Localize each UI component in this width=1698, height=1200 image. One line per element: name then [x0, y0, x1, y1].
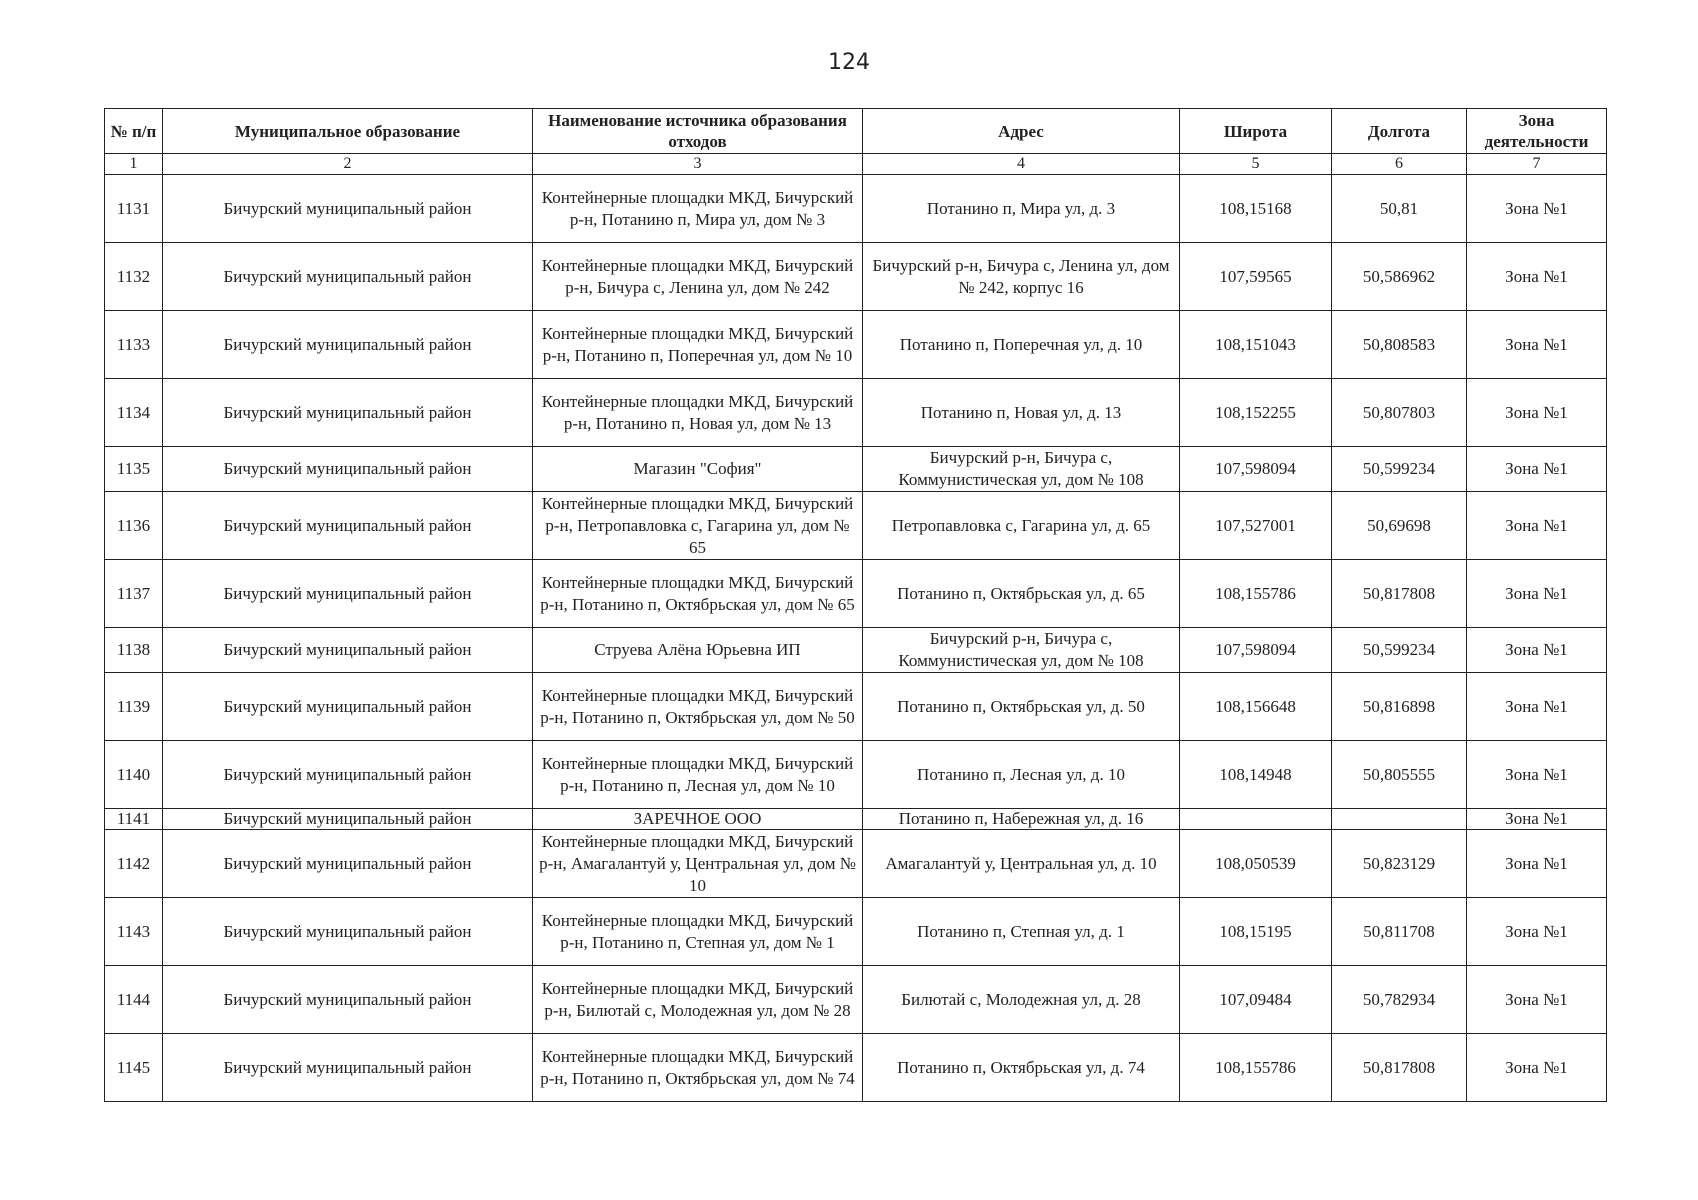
header-municipality: Муниципальное образование — [163, 109, 533, 154]
address-cell: Бичурский р-н, Бичура с, Коммунистическая ул, дом № 108 — [863, 628, 1180, 673]
header-number: № п/п — [105, 109, 163, 154]
latitude-cell: 107,598094 — [1180, 447, 1332, 492]
source-name-cell: Контейнерные площадки МКД, Бичурский р-н, Потанино п, Октябрьская ул, дом № 50 — [533, 673, 863, 741]
longitude-cell: 50,805555 — [1332, 741, 1467, 809]
longitude-cell: 50,808583 — [1332, 311, 1467, 379]
latitude-cell: 108,155786 — [1180, 1034, 1332, 1102]
latitude-cell: 108,155786 — [1180, 560, 1332, 628]
column-number: 5 — [1180, 154, 1332, 175]
zone-cell: Зона №1 — [1467, 898, 1607, 966]
source-name-cell: Контейнерные площадки МКД, Бичурский р-н, Петропавловка с, Гагарина ул, дом № 65 — [533, 492, 863, 560]
longitude-cell: 50,599234 — [1332, 628, 1467, 673]
row-number: 1141 — [105, 809, 163, 830]
latitude-cell — [1180, 809, 1332, 830]
table-row — [105, 898, 1607, 966]
row-number: 1131 — [105, 175, 163, 243]
row-number: 1145 — [105, 1034, 163, 1102]
column-number: 6 — [1332, 154, 1467, 175]
column-number: 4 — [863, 154, 1180, 175]
zone-cell: Зона №1 — [1467, 175, 1607, 243]
table-row — [105, 673, 1607, 741]
table-row — [105, 809, 1607, 830]
municipality-cell: Бичурский муниципальный район — [163, 560, 533, 628]
longitude-cell: 50,811708 — [1332, 898, 1467, 966]
header-address: Адрес — [863, 109, 1180, 154]
table-row — [105, 447, 1607, 492]
latitude-cell: 108,14948 — [1180, 741, 1332, 809]
source-name-cell: Контейнерные площадки МКД, Бичурский р-н, Потанино п, Поперечная ул, дом № 10 — [533, 311, 863, 379]
longitude-cell: 50,69698 — [1332, 492, 1467, 560]
source-name-cell: Контейнерные площадки МКД, Бичурский р-н, Потанино п, Новая ул, дом № 13 — [533, 379, 863, 447]
zone-cell: Зона №1 — [1467, 628, 1607, 673]
source-name-cell: Контейнерные площадки МКД, Бичурский р-н, Потанино п, Мира ул, дом № 3 — [533, 175, 863, 243]
row-number: 1143 — [105, 898, 163, 966]
source-name-cell: Контейнерные площадки МКД, Бичурский р-н, Билютай с, Молодежная ул, дом № 28 — [533, 966, 863, 1034]
table-row — [105, 966, 1607, 1034]
latitude-cell: 108,15195 — [1180, 898, 1332, 966]
source-name-cell: Контейнерные площадки МКД, Бичурский р-н, Потанино п, Лесная ул, дом № 10 — [533, 741, 863, 809]
zone-cell: Зона №1 — [1467, 492, 1607, 560]
municipality-cell: Бичурский муниципальный район — [163, 830, 533, 898]
source-name-cell: Контейнерные площадки МКД, Бичурский р-н, Потанино п, Октябрьская ул, дом № 65 — [533, 560, 863, 628]
source-name-cell: Контейнерные площадки МКД, Бичурский р-н, Амагалантуй у, Центральная ул, дом № 10 — [533, 830, 863, 898]
table-row — [105, 1034, 1607, 1102]
longitude-cell — [1332, 809, 1467, 830]
zone-cell: Зона №1 — [1467, 379, 1607, 447]
address-cell: Бичурский р-н, Бичура с, Коммунистическая ул, дом № 108 — [863, 447, 1180, 492]
zone-cell: Зона №1 — [1467, 966, 1607, 1034]
address-cell: Бичурский р-н, Бичура с, Ленина ул, дом № 242, корпус 16 — [863, 243, 1180, 311]
municipality-cell: Бичурский муниципальный район — [163, 741, 533, 809]
zone-cell: Зона №1 — [1467, 311, 1607, 379]
municipality-cell: Бичурский муниципальный район — [163, 447, 533, 492]
column-number-row — [105, 154, 1607, 175]
address-cell: Амагалантуй у, Центральная ул, д. 10 — [863, 830, 1180, 898]
latitude-cell: 107,527001 — [1180, 492, 1332, 560]
row-number: 1132 — [105, 243, 163, 311]
row-number: 1138 — [105, 628, 163, 673]
table-header-row — [105, 109, 1607, 154]
table-row — [105, 628, 1607, 673]
table-row — [105, 492, 1607, 560]
municipality-cell: Бичурский муниципальный район — [163, 1034, 533, 1102]
row-number: 1139 — [105, 673, 163, 741]
latitude-cell: 107,59565 — [1180, 243, 1332, 311]
zone-cell: Зона №1 — [1467, 560, 1607, 628]
table-row — [105, 243, 1607, 311]
header-zone: Зона деятельности — [1467, 109, 1607, 154]
address-cell: Потанино п, Октябрьская ул, д. 74 — [863, 1034, 1180, 1102]
source-name-cell: Контейнерные площадки МКД, Бичурский р-н, Бичура с, Ленина ул, дом № 242 — [533, 243, 863, 311]
table-row — [105, 175, 1607, 243]
municipality-cell: Бичурский муниципальный район — [163, 628, 533, 673]
table-row — [105, 311, 1607, 379]
address-cell: Потанино п, Поперечная ул, д. 10 — [863, 311, 1180, 379]
row-number: 1137 — [105, 560, 163, 628]
row-number: 1134 — [105, 379, 163, 447]
longitude-cell: 50,782934 — [1332, 966, 1467, 1034]
address-cell: Потанино п, Октябрьская ул, д. 65 — [863, 560, 1180, 628]
municipality-cell: Бичурский муниципальный район — [163, 673, 533, 741]
column-number: 3 — [533, 154, 863, 175]
page-number: 124 — [828, 50, 870, 75]
header-source-name: Наименование источника образования отходов — [533, 109, 863, 154]
zone-cell: Зона №1 — [1467, 741, 1607, 809]
municipality-cell: Бичурский муниципальный район — [163, 311, 533, 379]
longitude-cell: 50,817808 — [1332, 1034, 1467, 1102]
address-cell: Потанино п, Новая ул, д. 13 — [863, 379, 1180, 447]
municipality-cell: Бичурский муниципальный район — [163, 243, 533, 311]
longitude-cell: 50,807803 — [1332, 379, 1467, 447]
column-number: 2 — [163, 154, 533, 175]
row-number: 1144 — [105, 966, 163, 1034]
municipality-cell: Бичурский муниципальный район — [163, 966, 533, 1034]
address-cell: Потанино п, Мира ул, д. 3 — [863, 175, 1180, 243]
municipality-cell: Бичурский муниципальный район — [163, 492, 533, 560]
header-latitude: Широта — [1180, 109, 1332, 154]
source-name-cell: Магазин "София" — [533, 447, 863, 492]
source-name-cell: Контейнерные площадки МКД, Бичурский р-н, Потанино п, Степная ул, дом № 1 — [533, 898, 863, 966]
row-number: 1140 — [105, 741, 163, 809]
latitude-cell: 107,598094 — [1180, 628, 1332, 673]
header-longitude: Долгота — [1332, 109, 1467, 154]
latitude-cell: 107,09484 — [1180, 966, 1332, 1034]
zone-cell: Зона №1 — [1467, 447, 1607, 492]
latitude-cell: 108,050539 — [1180, 830, 1332, 898]
table-row — [105, 830, 1607, 898]
waste-sources-table — [104, 108, 1607, 1102]
source-name-cell: ЗАРЕЧНОЕ ООО — [533, 809, 863, 830]
source-name-cell: Струева Алёна Юрьевна ИП — [533, 628, 863, 673]
address-cell: Потанино п, Степная ул, д. 1 — [863, 898, 1180, 966]
municipality-cell: Бичурский муниципальный район — [163, 898, 533, 966]
address-cell: Билютай с, Молодежная ул, д. 28 — [863, 966, 1180, 1034]
zone-cell: Зона №1 — [1467, 809, 1607, 830]
zone-cell: Зона №1 — [1467, 1034, 1607, 1102]
longitude-cell: 50,81 — [1332, 175, 1467, 243]
municipality-cell: Бичурский муниципальный район — [163, 379, 533, 447]
address-cell: Петропавловка с, Гагарина ул, д. 65 — [863, 492, 1180, 560]
address-cell: Потанино п, Октябрьская ул, д. 50 — [863, 673, 1180, 741]
table-row — [105, 560, 1607, 628]
municipality-cell: Бичурский муниципальный район — [163, 175, 533, 243]
row-number: 1136 — [105, 492, 163, 560]
latitude-cell: 108,15168 — [1180, 175, 1332, 243]
address-cell: Потанино п, Набережная ул, д. 16 — [863, 809, 1180, 830]
longitude-cell: 50,586962 — [1332, 243, 1467, 311]
longitude-cell: 50,823129 — [1332, 830, 1467, 898]
row-number: 1142 — [105, 830, 163, 898]
zone-cell: Зона №1 — [1467, 673, 1607, 741]
column-number: 1 — [105, 154, 163, 175]
zone-cell: Зона №1 — [1467, 243, 1607, 311]
zone-cell: Зона №1 — [1467, 830, 1607, 898]
municipality-cell: Бичурский муниципальный район — [163, 809, 533, 830]
column-number: 7 — [1467, 154, 1607, 175]
row-number: 1133 — [105, 311, 163, 379]
longitude-cell: 50,817808 — [1332, 560, 1467, 628]
longitude-cell: 50,599234 — [1332, 447, 1467, 492]
latitude-cell: 108,152255 — [1180, 379, 1332, 447]
longitude-cell: 50,816898 — [1332, 673, 1467, 741]
address-cell: Потанино п, Лесная ул, д. 10 — [863, 741, 1180, 809]
source-name-cell: Контейнерные площадки МКД, Бичурский р-н, Потанино п, Октябрьская ул, дом № 74 — [533, 1034, 863, 1102]
table-row — [105, 379, 1607, 447]
row-number: 1135 — [105, 447, 163, 492]
latitude-cell: 108,151043 — [1180, 311, 1332, 379]
table-row — [105, 741, 1607, 809]
latitude-cell: 108,156648 — [1180, 673, 1332, 741]
